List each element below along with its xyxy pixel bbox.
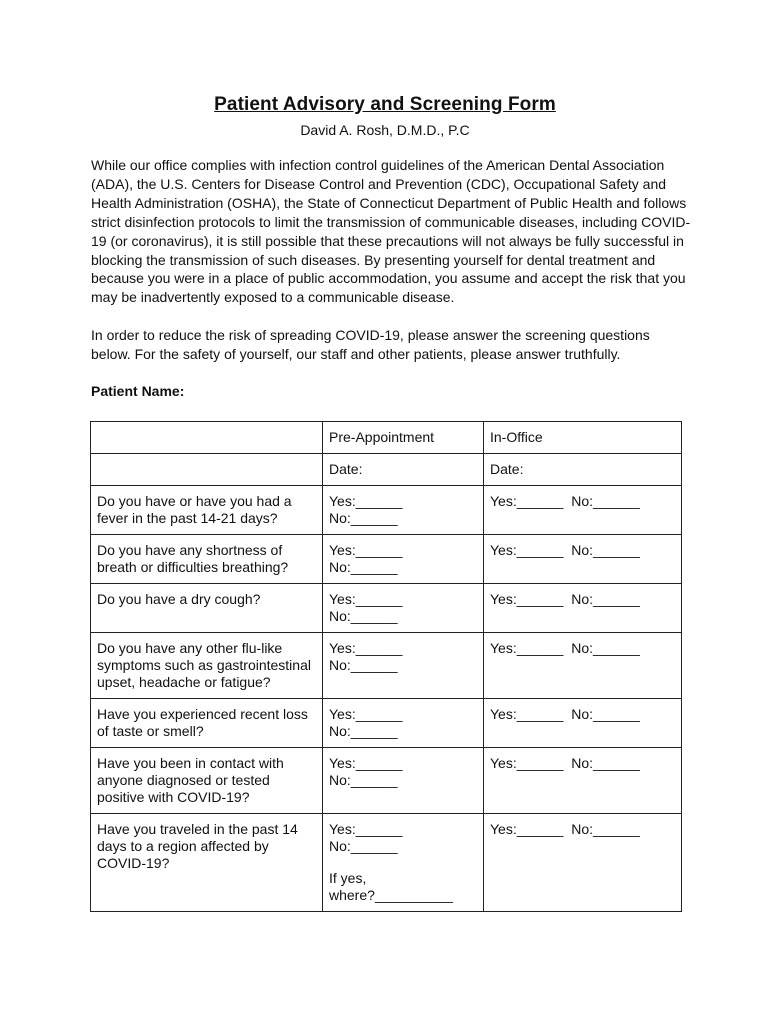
yes-field[interactable]: Yes:______ [329,755,403,771]
pre-appointment-date-field[interactable]: Date: [323,454,484,486]
table-row [91,633,682,699]
in-office-answer [484,535,682,584]
no-field[interactable]: No:______ [329,510,398,526]
yes-field[interactable]: Yes:______ [329,591,403,607]
table-date-row [91,454,682,486]
pre-appointment-answer [323,748,484,814]
spacer [329,855,477,870]
if-yes-label: If yes, [329,870,367,886]
no-field[interactable]: No:______ [329,657,398,673]
in-office-answer [484,748,682,814]
pre-appointment-answer [323,535,484,584]
travel-location-field[interactable]: where?__________ [329,887,453,903]
table-row [91,748,682,814]
pre-appointment-answer [323,486,484,535]
pre-appointment-answer [323,584,484,633]
advisory-paragraph: While our office complies with infection control guidelines of the American Dental Association (ADA), the U.S. Centers for Disease Control and Prevention (CDC), Occupational Safety and Health Administration (OSHA), the State of Connecticut Department of Public Health and follows strict disinfection protocols to limit the transmission of communicable diseases, including COVID-19 (or coronavirus), it is still possible that these precautions will not always be fully successful in blocking the transmission of such diseases. By presenting yourself for dental treatment and because you were in a place of public accommodation, you assume and accept the risk that you may be inadvertently exposed to a communicable disease. [91,157,691,306]
table-row [91,699,682,748]
yes-no-field[interactable]: Yes:______ No:______ [490,640,640,656]
form-title: Patient Advisory and Screening Form [214,94,556,115]
question-text: Do you have any other flu-like symptoms such as gastrointestinal upset, headache or fatigue? [91,633,323,699]
yes-field[interactable]: Yes:______ [329,821,403,837]
question-text: Have you traveled in the past 14 days to a region affected by COVID-19? [91,814,323,912]
question-text: Have you experienced recent loss of taste or smell? [91,699,323,748]
yes-no-field[interactable]: Yes:______ No:______ [490,493,640,509]
yes-no-field[interactable]: Yes:______ No:______ [490,706,640,722]
question-text: Have you been in contact with anyone diagnosed or tested positive with COVID-19? [91,748,323,814]
no-field[interactable]: No:______ [329,723,398,739]
question-text: Do you have any shortness of breath or difficulties breathing? [91,535,323,584]
date-empty-cell [91,454,323,486]
yes-field[interactable]: Yes:______ [329,640,403,656]
table-row [91,486,682,535]
header-empty-cell [91,422,323,454]
instructions-paragraph: In order to reduce the risk of spreading COVID-19, please answer the screening questions below. For the safety of yourself, our staff and other patients, please answer truthfully. [91,327,650,362]
no-field[interactable]: No:______ [329,608,398,624]
table-header-row [91,422,682,454]
question-text: Do you have or have you had a fever in the past 14-21 days? [91,486,323,535]
yes-field[interactable]: Yes:______ [329,493,403,509]
pre-appointment-answer [323,633,484,699]
yes-no-field[interactable]: Yes:______ No:______ [490,821,640,837]
doctor-name: David A. Rosh, D.M.D., P.C [300,122,470,138]
in-office-answer [484,486,682,535]
header-in-office: In-Office [484,422,682,454]
yes-field[interactable]: Yes:______ [329,706,403,722]
question-text: Do you have a dry cough? [91,584,323,633]
header-pre-appointment: Pre-Appointment [323,422,484,454]
table-row [91,814,682,912]
in-office-answer [484,814,682,912]
yes-field[interactable]: Yes:______ [329,542,403,558]
in-office-date-field[interactable]: Date: [484,454,682,486]
yes-no-field[interactable]: Yes:______ No:______ [490,542,640,558]
pre-appointment-answer [323,699,484,748]
no-field[interactable]: No:______ [329,772,398,788]
no-field[interactable]: No:______ [329,559,398,575]
yes-no-field[interactable]: Yes:______ No:______ [490,755,640,771]
in-office-answer [484,633,682,699]
pre-appointment-answer [323,814,484,912]
yes-no-field[interactable]: Yes:______ No:______ [490,591,640,607]
in-office-answer [484,584,682,633]
patient-name-label: Patient Name: [91,383,185,399]
table-row [91,535,682,584]
table-row [91,584,682,633]
no-field[interactable]: No:______ [329,838,398,854]
screening-table [90,421,682,912]
in-office-answer [484,699,682,748]
